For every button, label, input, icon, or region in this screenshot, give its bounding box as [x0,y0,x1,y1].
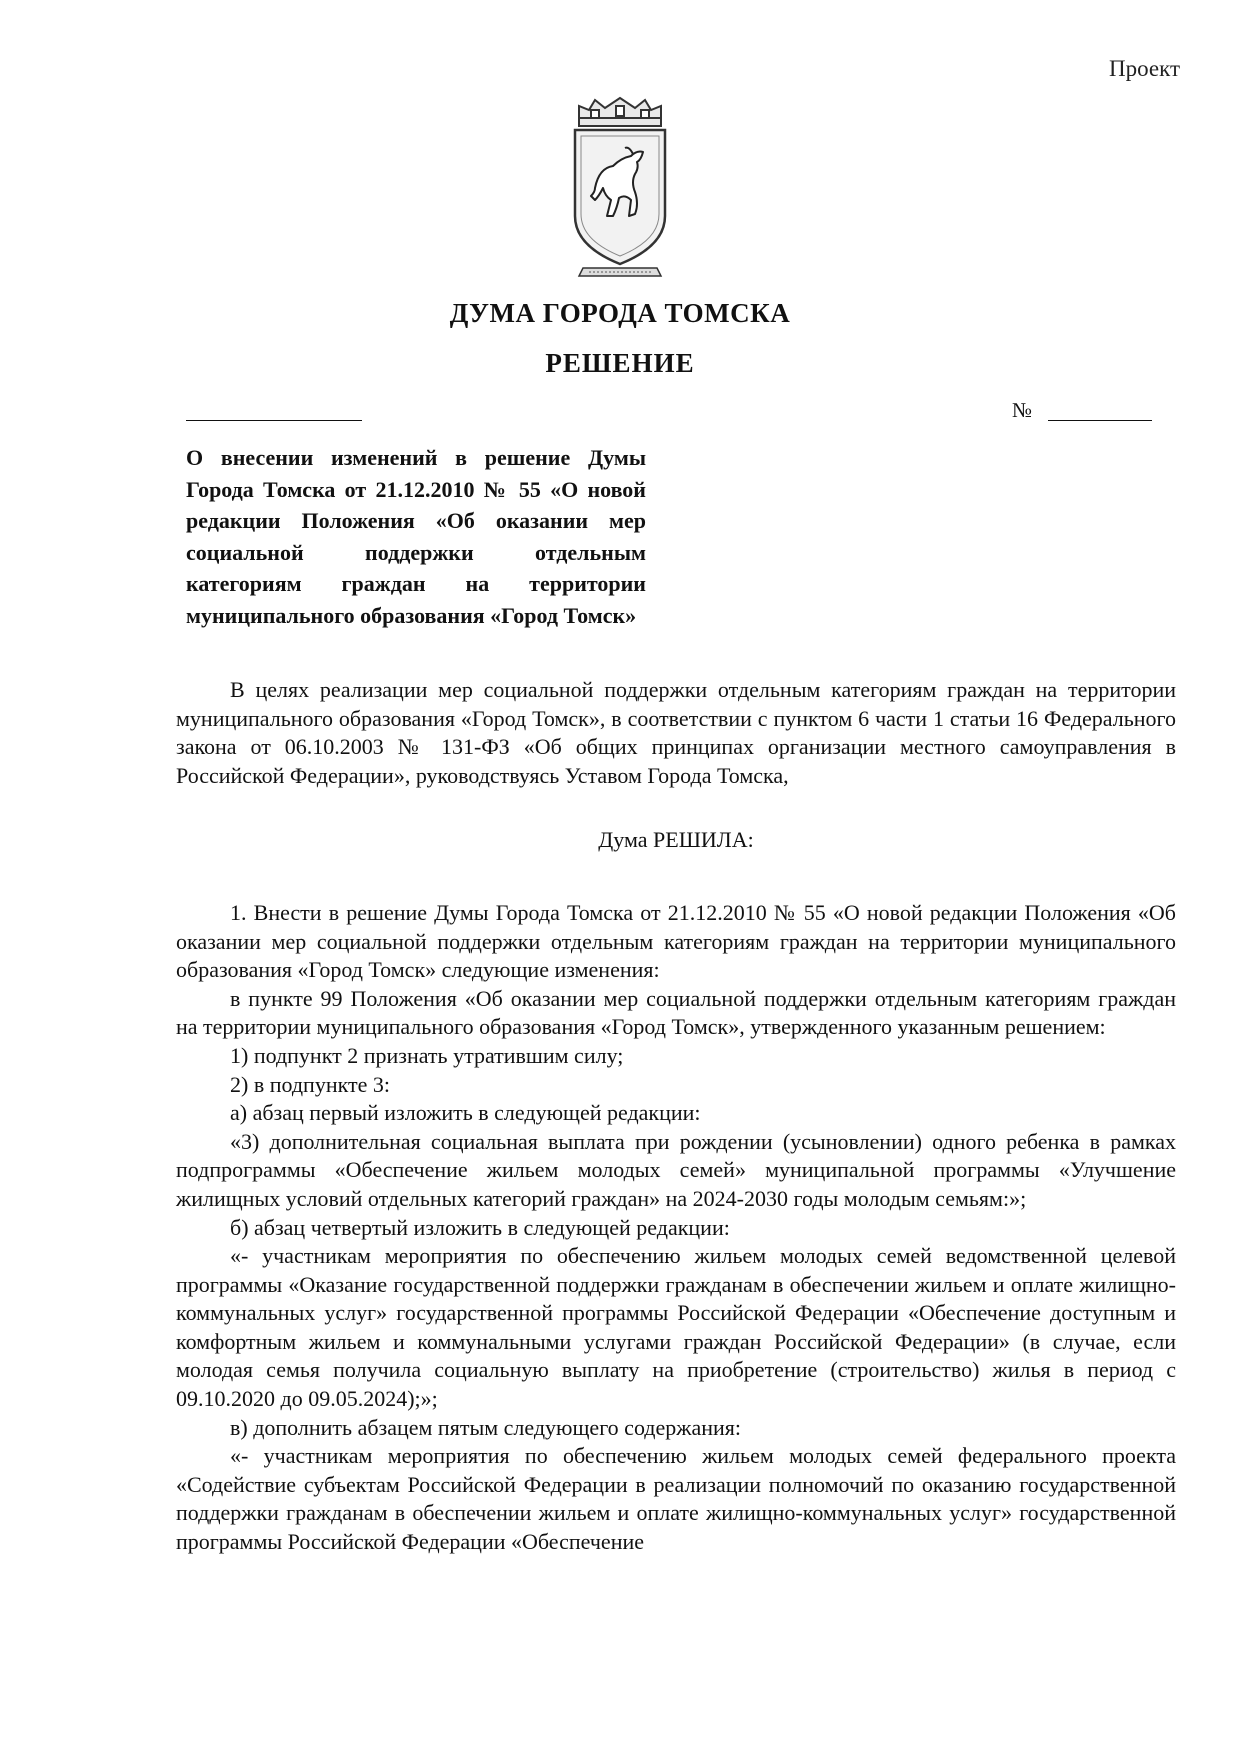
body-paragraph: «3) дополнительная социальная выплата при рождении (усыновлении) одного ребенка в рамках подпрограммы «Обеспечение жильем молодых семей» муниципальной программы «Улучшение жилищных условий отдельных категорий граждан» на 2024-2030 годы молодым семьям:»; [176,1128,1176,1211]
preamble-paragraph: В целях реализации мер социальной поддержки отдельным категориям граждан на территории муниципального образования «Город Томск», в соответствии с пунктом 6 части 1 статьи 16 Федерального закона от 06.10.2003 № 131-ФЗ «Об общих принципах организации местного самоуправления в Российской Федерации», руководствуясь Уставом Города Томска, [176,677,1176,788]
number-blank-line [1048,420,1152,421]
body-paragraph: б) абзац четвертый изложить в следующей редакции: [230,1214,730,1240]
organization-title: ДУМА ГОРОДА ТОМСКА [449,298,791,328]
date-blank-line [186,420,362,421]
body-paragraph: 1) подпункт 2 признать утратившим силу; [230,1042,624,1068]
number-label: № [1012,398,1033,422]
decision-subject: О внесении изменений в решение Думы Города Томска от 21.12.2010 № 55 «О новой редакции Положения «Об оказании мер социальной поддержки отдельным категориям граждан на территории муниципального образования «Город Томск» [186,445,646,628]
body-paragraph: «- участникам мероприятия по обеспечению жильем молодых семей ведомственной целевой программы «Оказание государственной поддержки гражданам в обеспечении жильем и оплате жилищно-коммунальных услуг» государственной программы Российской Федерации «Обеспечение доступным и комфортным жильем и коммунальными услугами граждан Российской Федерации» (в случае, если молодая семья получила социальную выплату на приобретение (строительство) жилья в период с 09.10.2020 до 09.05.2024);»; [176,1243,1176,1412]
document-type-title: РЕШЕНИЕ [545,348,695,378]
decided-heading: Дума РЕШИЛА: [598,827,754,853]
body-paragraph: 1. Внести в решение Думы Города Томска от 21.12.2010 № 55 «О новой редакции Положения «Об оказании мер социальной поддержки отдельным категориям граждан на территории муниципального образования «Город Томск» следующие изменения: [176,899,1176,983]
body-paragraph: «- участникам мероприятия по обеспечению жильем молодых семей федерального проекта «Содействие субъектам Российской Федерации в реализации полномочий по оказанию государственной поддержки гражданам в обеспечении жильем и оплате жилищно-коммунальных услуг» государственной программы Российской Федерации «Обеспечение [176,1443,1176,1555]
body-paragraph: а) абзац первый изложить в следующей редакции: [230,1100,701,1126]
body-paragraph: в) дополнить абзацем пятым следующего содержания: [230,1414,742,1440]
coat-of-arms-icon [565,96,675,282]
draft-stamp: Проект [1108,56,1180,81]
body-paragraph: в пункте 99 Положения «Об оказании мер социальной поддержки отдельным категориям граждан на территории муниципального образования «Город Томск», утвержденного указанным решением: [176,985,1176,1040]
body-paragraph: 2) в подпункте 3: [230,1071,390,1097]
document-body [176,676,1176,1557]
